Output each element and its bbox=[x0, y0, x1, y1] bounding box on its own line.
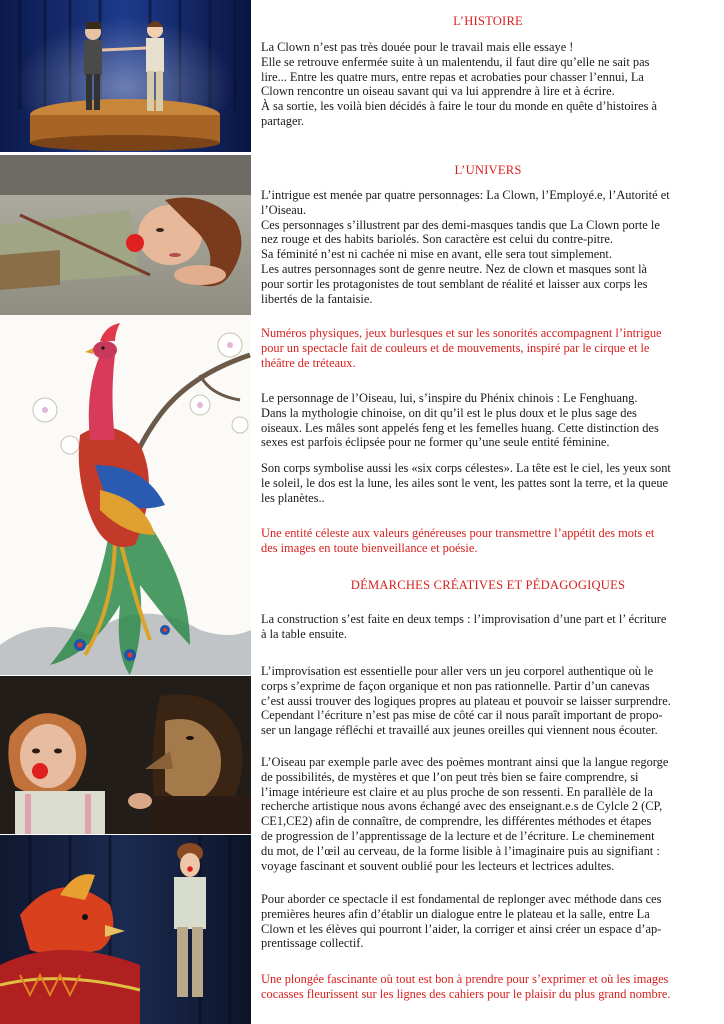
text-line: pour sortir les protagonistes de tout semblant de réalité et laisser aux corps les bbox=[261, 276, 648, 291]
text-line: Une plongée fascinante où tout est bon à prendre pour s’exprimer et où les images bbox=[261, 972, 669, 986]
text-line: de progression de l’apprentissage de la lecture et de l’écriture. Le cheminement bbox=[261, 828, 655, 843]
text-line: À sa sortie, les voilà bien décidés à faire le tour du monde en quête d’histoires à bbox=[261, 99, 658, 114]
histoire-paragraph bbox=[261, 40, 713, 129]
text-line: Son corps symbolise aussi les «six corps célestes». La tête est le ciel, les yeux sont bbox=[261, 461, 671, 475]
text-line: L’Oiseau par exemple parle avec des poèmes montrant ainsi que la langue regorge bbox=[261, 755, 669, 769]
text-line: l’image intérieure est claire et au plus proche de son ressenti. En parallèle de la bbox=[261, 784, 653, 799]
text-line: théâtre de tréteaux. bbox=[261, 355, 356, 370]
text-line: CE1,CE2) afin de connaître, de comprendre, les différentes méthodes et étapes bbox=[261, 814, 652, 829]
construction-paragraph bbox=[261, 612, 713, 642]
text-line: voyage fascinant et souvent oublié pour les lecteurs et lectrices adultes. bbox=[261, 858, 615, 873]
text-line: partager. bbox=[261, 113, 304, 128]
text-line: oiseaux. Les mâles sont appelés feng et les femelles huang. Cette distinction des bbox=[261, 420, 659, 435]
demarches-heading: DÉMARCHES CRÉATIVES ET PÉDAGOGIQUES bbox=[350, 578, 626, 592]
text-line: Cependant l’écriture n’est pas mise de côté car il nous paraît important de propo- bbox=[261, 708, 663, 723]
text-line: La construction s’est faite en deux temps : l’improvisation d’une part et l’ écriture bbox=[261, 612, 667, 626]
aborder-paragraph bbox=[261, 892, 713, 951]
text-line: du mot, de l’œil au cerveau, de la forme lisible à l’imaginaire puis au signifiant : bbox=[261, 843, 660, 858]
photo-column bbox=[0, 0, 251, 1024]
text-line: des images en toute bienveillance et poésie. bbox=[261, 540, 478, 555]
text-line: à la table ensuite. bbox=[261, 626, 348, 641]
closing-highlight-paragraph bbox=[261, 972, 713, 1002]
text-line: Sa féminité n’est ni cachée ni mise en avant, elle sera tout simplement. bbox=[261, 247, 612, 262]
improvisation-paragraph bbox=[261, 664, 713, 738]
text-line: Elle se retrouve enfermée suite à un malentendu, il faut dire qu’elle ne sait pas bbox=[261, 54, 650, 69]
text-line: lire... Entre les quatre murs, entre repas et acrobaties pour chasser l’ennui, La bbox=[261, 69, 644, 84]
text-line: libertés de la fantaisie. bbox=[261, 291, 373, 306]
text-line: les planètes.. bbox=[261, 490, 325, 505]
stage-duo-photo bbox=[0, 0, 251, 152]
text-line: pour un spectacle fait de couleurs et de mouvements, inspiré par le cirque et le bbox=[261, 340, 650, 355]
univers-heading: L’UNIVERS bbox=[454, 163, 522, 177]
text-line: Ces personnages s’illustrent par des demi-masques tandis que La Clown porte le bbox=[261, 217, 660, 232]
text-line: l’Oiseau. bbox=[261, 202, 307, 217]
bird-mask-and-clown-photo bbox=[0, 835, 251, 1024]
text-line: L’intrigue est menée par quatre personnages: La Clown, l’Employé.e, l’Autorité et bbox=[261, 188, 670, 202]
text-line: c’est aussi trouver des logiques propres au plateau et pouvoir se laisser surprendre. bbox=[261, 693, 671, 708]
text-column bbox=[261, 0, 715, 1024]
text-line: Pour aborder ce spectacle il est fondamental de replonger avec méthode dans ces bbox=[261, 892, 662, 906]
text-line: Clown rencontre un oiseau savant qui va lui apprendre à lire et à écrire. bbox=[261, 84, 615, 99]
histoire-heading: L’HISTOIRE bbox=[453, 14, 523, 28]
text-line: premières heures afin d’établir un dialogue entre le plateau et la salle, entre La bbox=[261, 906, 650, 921]
text-line: L’improvisation est essentielle pour aller vers un jeu corporel authentique où le bbox=[261, 664, 654, 678]
oiseau-paragraph bbox=[261, 391, 713, 450]
text-line: le soleil, le dos est la lune, les ailes sont le vent, les pattes sont la terre, et la queue bbox=[261, 475, 669, 490]
text-line: Les autres personnages sont de genre neutre. Nez de clown et masques sont là bbox=[261, 261, 648, 276]
univers-intro-paragraph bbox=[261, 188, 713, 306]
text-line: La Clown n’est pas très douée pour le travail mais elle essaye ! bbox=[261, 40, 574, 54]
clown-lying-photo bbox=[0, 155, 251, 315]
text-line: corps s’exprime de façon organique et non pas rationnelle. Partir d’un canevas bbox=[261, 678, 650, 693]
text-line: recherche artistique nous avons échangé avec des enseignant.e.s de Cylcle 2 (CP, bbox=[261, 799, 663, 814]
text-line: de possibilités, de mystères et que l’on peut très bien se faire comprendre, si bbox=[261, 769, 639, 784]
text-line: sexes est parfois éclipsée pour ne former qu’une seule entité féminine. bbox=[261, 435, 610, 450]
text-line: Le personnage de l’Oiseau, lui, s’inspire du Phénix chinois : Le Fenghuang. bbox=[261, 391, 638, 405]
text-line: ser un langage réfléchi et travaillé aux jeunes oreilles qui viennent nous écouter. bbox=[261, 723, 658, 738]
oiseau-poemes-paragraph bbox=[261, 755, 713, 873]
text-line: Clown et les élèves qui pourront l’aider, la corriger et ainsi créer un espace d’ap- bbox=[261, 921, 662, 936]
text-line: Dans la mythologie chinoise, on dit qu’il est le plus doux et le plus sage des bbox=[261, 405, 637, 420]
phoenix-illustration bbox=[0, 315, 251, 675]
clown-and-masked-character-photo bbox=[0, 676, 251, 834]
text-line: Numéros physiques, jeux burlesques et sur les sonorités accompagnent l’intrigue bbox=[261, 326, 662, 340]
text-line: nez rouge et des habits bariolés. Son caractère est celui du contre-pitre. bbox=[261, 232, 613, 247]
text-line: prentissage collectif. bbox=[261, 936, 364, 951]
univers-highlight-paragraph bbox=[261, 326, 713, 370]
celeste-highlight-paragraph bbox=[261, 526, 713, 556]
text-line: Une entité céleste aux valeurs généreuses pour transmettre l’appétit des mots et bbox=[261, 526, 655, 540]
corps-paragraph bbox=[261, 461, 713, 505]
text-line: cocasses fleurissent sur les lignes des cahiers pour le plaisir du plus grand nombre. bbox=[261, 986, 671, 1001]
